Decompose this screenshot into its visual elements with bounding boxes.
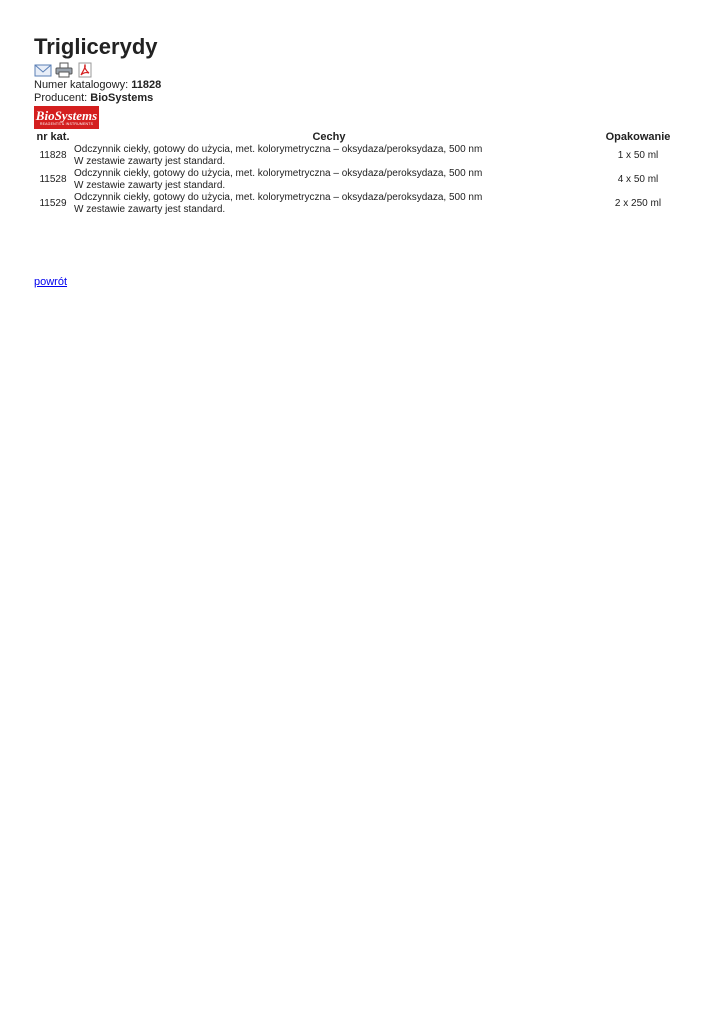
row-packaging: 2 x 250 ml <box>614 198 662 209</box>
page-title: Triglicerydy <box>34 34 158 59</box>
feature-note: W zestawie zawarty jest standard. <box>74 180 226 191</box>
row-nr: 11828 <box>39 150 67 161</box>
row-nr: 11529 <box>39 198 67 209</box>
pdf-icon[interactable] <box>76 62 94 78</box>
table-row <box>34 192 690 216</box>
logo-subtext: REAGENTS & INSTRUMENTS <box>39 121 94 126</box>
catalog-number <box>34 79 694 92</box>
row-features <box>72 144 586 168</box>
row-packaging: 1 x 50 ml <box>617 150 659 161</box>
catalog-value: 11828 <box>131 79 162 91</box>
producer-value: BioSystems <box>90 92 154 104</box>
header-packaging: Opakowanie <box>605 131 671 143</box>
feature-note: W zestawie zawarty jest standard. <box>74 156 226 167</box>
producer-label: Producent: <box>34 92 88 104</box>
row-features <box>72 192 586 216</box>
feature-line: Odczynnik ciekły, gotowy do użycia, met. kolorymetryczna – oksydaza/peroksydaza, 500 nm <box>74 192 483 203</box>
producer <box>34 92 694 105</box>
row-nr: 11528 <box>39 174 67 185</box>
feature-note: W zestawie zawarty jest standard. <box>74 204 226 215</box>
header-nr: nr kat. <box>36 131 70 143</box>
catalog-label: Numer katalogowy: <box>34 79 129 91</box>
action-icons <box>34 61 694 79</box>
row-features <box>72 168 586 192</box>
feature-line: Odczynnik ciekły, gotowy do użycia, met. kolorymetryczna – oksydaza/peroksydaza, 500 nm <box>74 144 483 155</box>
feature-line: Odczynnik ciekły, gotowy do użycia, met. kolorymetryczna – oksydaza/peroksydaza, 500 nm <box>74 168 483 179</box>
product-page <box>34 34 694 216</box>
producer-logo <box>34 106 99 129</box>
logo-text: BioSystems <box>35 107 98 123</box>
back-link[interactable]: powrót <box>34 276 68 288</box>
row-packaging: 4 x 50 ml <box>617 174 659 185</box>
table-header-row <box>34 131 690 144</box>
header-features: Cechy <box>312 131 346 143</box>
print-icon[interactable] <box>55 62 73 78</box>
table-row <box>34 168 690 192</box>
table-row <box>34 144 690 168</box>
email-icon[interactable] <box>34 62 52 78</box>
product-table <box>34 131 690 216</box>
